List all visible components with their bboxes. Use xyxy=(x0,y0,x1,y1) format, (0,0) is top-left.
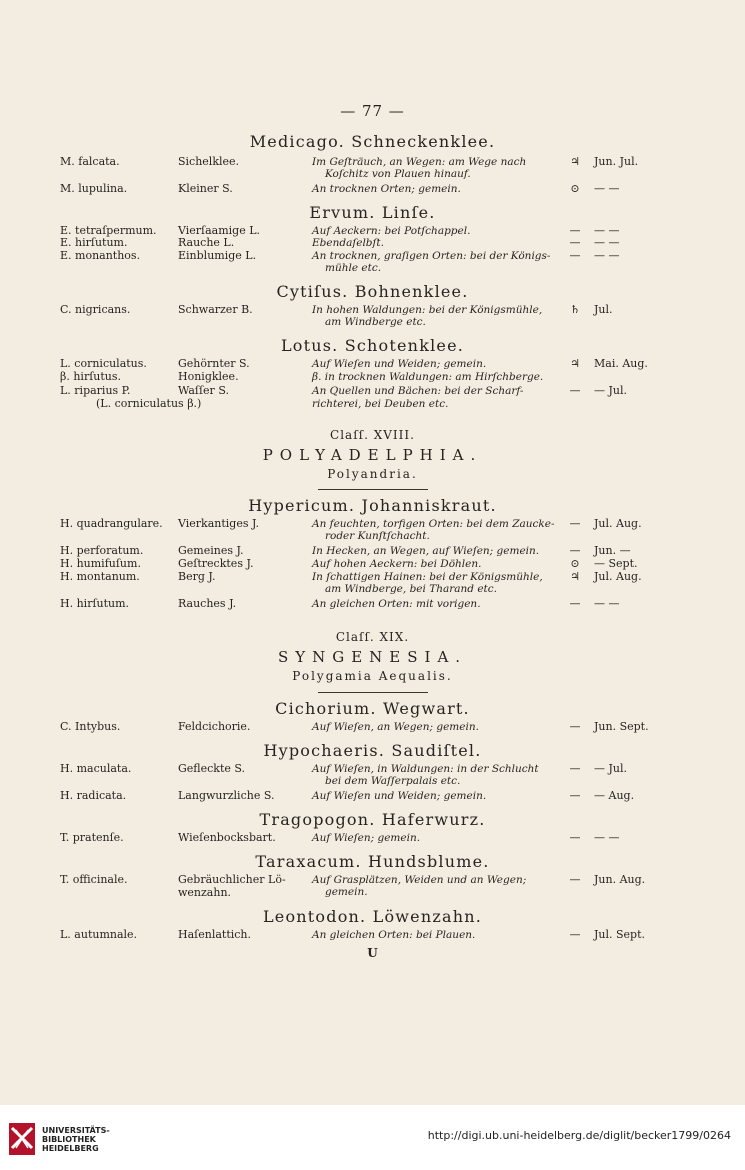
latin-name: T. pratenſe. xyxy=(60,831,124,844)
flowering-time: Jul. xyxy=(594,303,613,316)
lifecycle-symbol: — xyxy=(569,789,581,802)
habitat-line: Auf Wieſen und Weiden; gemein. xyxy=(312,790,487,802)
lifecycle-symbol: ♃ xyxy=(570,357,580,370)
species-row xyxy=(0,371,745,385)
habitat-text xyxy=(312,545,560,557)
habitat-line: An gleichen Orten: bei Plauen. xyxy=(312,929,476,941)
library-name-line: BIBLIOTHEK xyxy=(42,1135,96,1144)
flowering-time: — Aug. xyxy=(594,789,635,802)
flowering-time: — — xyxy=(594,182,620,195)
flowering-time: — — xyxy=(594,831,620,844)
habitat-line: Auf Wieſen und Weiden; gemein. xyxy=(312,358,487,370)
habitat-line: In Hecken, an Wegen, auf Wieſen; gemein. xyxy=(312,545,540,557)
habitat-line: An feuchten, torfigen Orten: bei dem Zaucke- xyxy=(312,518,555,530)
latin-name: H. quadrangulare. xyxy=(60,517,163,530)
library-name xyxy=(42,1126,110,1153)
lifecycle-symbol: — xyxy=(569,597,581,610)
german-name: Vierkantiges J. xyxy=(178,517,260,530)
flowering-time: Jun. Sept. xyxy=(594,720,649,733)
german-name: Feldcichorie. xyxy=(178,720,251,733)
german-name: wenzahn. xyxy=(178,886,232,899)
habitat-line: Auf Wieſen; gemein. xyxy=(312,832,421,844)
german-name: Waſſer S. xyxy=(178,384,229,397)
flowering-time: — — xyxy=(594,224,620,237)
latin-name: H. hirſutum. xyxy=(60,597,130,610)
class-heading: Claſſ. XVIII. xyxy=(330,428,415,442)
habitat-line-cont: gemein. xyxy=(325,886,368,898)
german-name: Schwarzer B. xyxy=(178,303,253,316)
class-title: POLYADELPHIA. xyxy=(262,446,483,464)
order-title: Polyandria. xyxy=(327,467,418,481)
lifecycle-symbol: ♄ xyxy=(570,303,580,316)
section-rule xyxy=(318,489,428,490)
latin-name: L. autumnale. xyxy=(60,928,138,941)
flowering-time: Mai. Aug. xyxy=(594,357,648,370)
flowering-time: — Jul. xyxy=(594,384,628,397)
species-row xyxy=(0,155,745,180)
habitat-text xyxy=(312,237,560,249)
latin-name: C. nigricans. xyxy=(60,303,131,316)
habitat-line: Auf Wieſen, an Wegen; gemein. xyxy=(312,721,479,733)
lifecycle-symbol: — xyxy=(569,236,581,249)
species-row xyxy=(0,790,745,804)
habitat-line: Auf hohen Aeckern: bei Döhlen. xyxy=(312,558,482,570)
habitat-line-cont: roder Kunſtſchacht. xyxy=(325,530,430,542)
habitat-line-cont: bei dem Waſſerpalais etc. xyxy=(325,775,461,787)
footer-bar xyxy=(0,1105,745,1170)
habitat-line-cont: Koſchitz von Plauen hinauf. xyxy=(325,168,471,180)
german-name: Berg J. xyxy=(178,570,216,583)
genus-heading: Hypericum. Johanniskraut. xyxy=(248,496,497,515)
genus-heading: Lotus. Schotenklee. xyxy=(280,336,465,355)
latin-name: H. montanum. xyxy=(60,570,140,583)
lifecycle-symbol: — xyxy=(569,928,581,941)
habitat-line: Auf Aeckern: bei Potſchappel. xyxy=(312,225,471,237)
habitat-text xyxy=(312,398,560,410)
habitat-text xyxy=(312,571,560,595)
habitat-text xyxy=(312,156,560,180)
latin-name: H. radicata. xyxy=(60,789,127,802)
habitat-line: richterei, bei Deuben etc. xyxy=(312,398,449,410)
flowering-time: Jul. Aug. xyxy=(594,570,642,583)
synonym-note: (L. corniculatus β.) xyxy=(96,397,202,410)
genus-heading: Leontodon. Löwenzahn. xyxy=(262,907,483,926)
flowering-time: Jun. — xyxy=(594,544,631,557)
german-name: Rauche L. xyxy=(178,236,235,249)
lifecycle-symbol: ♃ xyxy=(570,155,580,168)
habitat-line: An Quellen und Bächen: bei der Scharf- xyxy=(312,385,524,397)
habitat-text xyxy=(312,358,560,370)
flowering-time: — — xyxy=(594,236,620,249)
habitat-text xyxy=(312,250,560,274)
german-name: Geſtrecktes J. xyxy=(178,557,254,570)
habitat-line-cont: mühle etc. xyxy=(325,262,382,274)
latin-name: L. corniculatus. xyxy=(60,357,147,370)
german-name: Langwurzliche S. xyxy=(178,789,275,802)
habitat-text xyxy=(312,304,560,328)
habitat-text xyxy=(312,598,560,610)
species-row xyxy=(0,887,745,901)
latin-name: H. maculata. xyxy=(60,762,132,775)
habitat-line: Im Geſträuch, an Wegen: am Wege nach xyxy=(312,156,527,168)
lifecycle-symbol: — xyxy=(569,720,581,733)
habitat-line: Auf Grasplätzen, Weiden und an Wegen; xyxy=(312,874,527,886)
genus-heading: Ervum. Linſe. xyxy=(309,203,436,222)
habitat-line: In ſchattigen Hainen: bei der Königsmühle, xyxy=(312,571,543,583)
habitat-text xyxy=(312,832,560,844)
flowering-time: Jun. Jul. xyxy=(594,155,639,168)
species-row xyxy=(0,832,745,846)
flowering-time: — — xyxy=(594,249,620,262)
species-row xyxy=(0,303,745,328)
habitat-text xyxy=(312,721,560,733)
lifecycle-symbol: — xyxy=(569,544,581,557)
species-row xyxy=(0,721,745,735)
species-row xyxy=(0,762,745,787)
lifecycle-symbol: — xyxy=(569,873,581,886)
habitat-line: β. in trocknen Waldungen: am Hirſchberge. xyxy=(312,371,544,383)
habitat-line: An gleichen Orten: mit vorigen. xyxy=(312,598,481,610)
habitat-line: An trocknen, graſigen Orten: bei der Königs- xyxy=(312,250,551,262)
german-name: Haſenlattich. xyxy=(178,928,251,941)
species-row xyxy=(0,929,745,943)
species-row xyxy=(0,398,745,412)
german-name: Rauches J. xyxy=(178,597,237,610)
species-row xyxy=(0,517,745,542)
german-name: Einblumige L. xyxy=(178,249,257,262)
habitat-text xyxy=(312,929,560,941)
lifecycle-symbol: ⊙ xyxy=(570,182,580,195)
species-row xyxy=(0,183,745,197)
habitat-text xyxy=(312,371,560,383)
habitat-text xyxy=(312,225,560,237)
german-name: Sichelklee. xyxy=(178,155,240,168)
section-rule xyxy=(318,692,428,693)
habitat-text xyxy=(312,518,560,542)
german-name: Gebräuchlicher Lö- xyxy=(178,873,286,886)
habitat-line: In hohen Waldungen: bei der Königsmühle, xyxy=(312,304,543,316)
flowering-time: — Jul. xyxy=(594,762,628,775)
habitat-line: An trocknen Orten; gemein. xyxy=(312,183,461,195)
flowering-time: Jul. Aug. xyxy=(594,517,642,530)
habitat-text xyxy=(312,790,560,802)
permalink-url[interactable]: http://digi.ub.uni-heidelberg.de/diglit/becker1799/0264 xyxy=(427,1129,731,1142)
library-name-line: UNIVERSITÄTS- xyxy=(42,1126,110,1135)
latin-name: H. perforatum. xyxy=(60,544,144,557)
lifecycle-symbol: — xyxy=(569,249,581,262)
german-name: Wieſenbocksbart. xyxy=(178,831,276,844)
latin-name: M. lupulina. xyxy=(60,182,128,195)
genus-heading: Cytiſus. Bohnenklee. xyxy=(276,282,469,301)
lifecycle-symbol: ♃ xyxy=(570,570,580,583)
genus-heading: Hypochaeris. Saudiſtel. xyxy=(263,741,482,760)
latin-name: β. hirſutus. xyxy=(60,370,122,383)
university-logo-icon xyxy=(8,1122,36,1156)
flowering-time: — — xyxy=(594,597,620,610)
library-name-line: HEIDELBERG xyxy=(42,1144,99,1153)
german-name: Gehörnter S. xyxy=(178,357,250,370)
flowering-time: Jul. Sept. xyxy=(594,928,646,941)
genus-heading: Cichorium. Wegwart. xyxy=(275,699,470,718)
genus-heading: Taraxacum. Hundsblume. xyxy=(255,852,490,871)
lifecycle-symbol: — xyxy=(569,224,581,237)
lifecycle-symbol: — xyxy=(569,517,581,530)
lifecycle-symbol: — xyxy=(569,384,581,397)
habitat-text xyxy=(312,763,560,787)
class-heading: Claſſ. XIX. xyxy=(335,630,410,644)
habitat-text xyxy=(312,385,560,397)
species-row xyxy=(0,570,745,595)
german-name: Gefleckte S. xyxy=(178,762,246,775)
latin-name: M. falcata. xyxy=(60,155,120,168)
page-number: — 77 — xyxy=(340,102,405,120)
genus-heading: Medicago. Schneckenklee. xyxy=(249,132,496,151)
latin-name: E. tetraſpermum. xyxy=(60,224,157,237)
latin-name: E. monanthos. xyxy=(60,249,141,262)
species-row xyxy=(0,598,745,612)
class-title: SYNGENESIA. xyxy=(277,648,468,666)
german-name: Vierſaamige L. xyxy=(178,224,261,237)
habitat-line-cont: am Windberge, bei Tharand etc. xyxy=(325,583,497,595)
flowering-time: — Sept. xyxy=(594,557,638,570)
german-name: Kleiner S. xyxy=(178,182,233,195)
lifecycle-symbol: ⊙ xyxy=(570,557,580,570)
latin-name: T. officinale. xyxy=(60,873,128,886)
flowering-time: Jun. Aug. xyxy=(594,873,646,886)
habitat-line: Auf Wieſen, in Waldungen: in der Schlucht xyxy=(312,763,539,775)
latin-name: E. hirſutum. xyxy=(60,236,128,249)
habitat-text xyxy=(312,183,560,195)
latin-name: L. riparius P. xyxy=(60,384,131,397)
german-name: Gemeines J. xyxy=(178,544,244,557)
habitat-line: Ebendaſelbſt. xyxy=(312,237,384,249)
lifecycle-symbol: — xyxy=(569,762,581,775)
order-title: Polygamia Aequalis. xyxy=(292,669,453,683)
habitat-line-cont: am Windberge etc. xyxy=(325,316,426,328)
signature-mark: U xyxy=(367,946,378,960)
species-row xyxy=(0,249,745,274)
genus-heading: Tragopogon. Haferwurz. xyxy=(259,810,486,829)
habitat-text xyxy=(312,558,560,570)
latin-name: C. Intybus. xyxy=(60,720,121,733)
latin-name: H. humifuſum. xyxy=(60,557,141,570)
german-name: Honigklee. xyxy=(178,370,239,383)
lifecycle-symbol: — xyxy=(569,831,581,844)
